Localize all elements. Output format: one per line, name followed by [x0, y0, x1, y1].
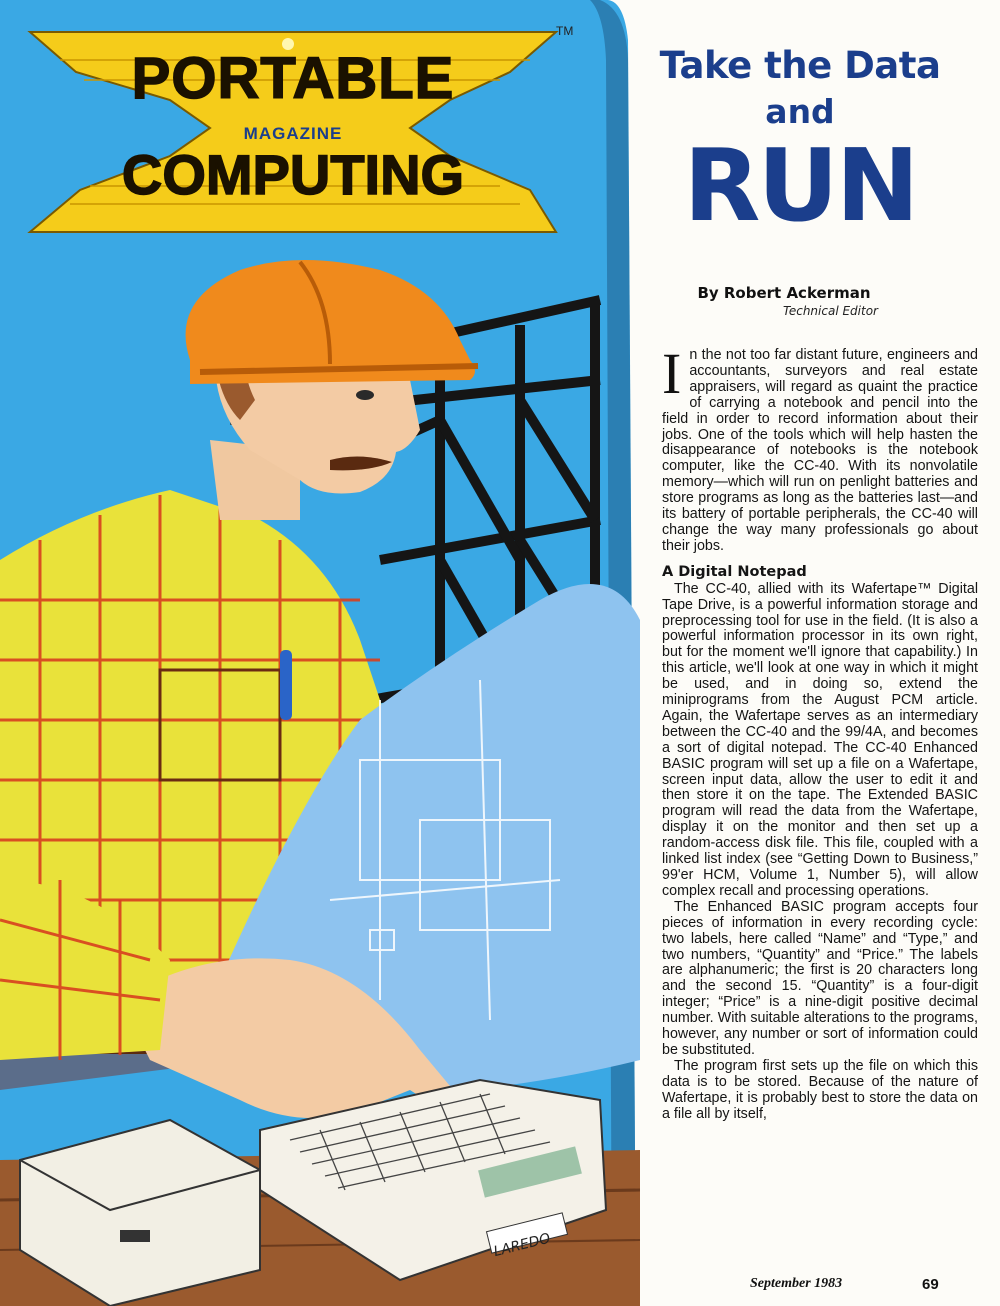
- logo-word-magazine: MAGAZINE: [243, 124, 343, 143]
- logo-word-portable: PORTABLE: [131, 46, 455, 111]
- logo-word-computing: COMPUTING: [121, 143, 465, 206]
- paragraph-2: The CC-40, allied with its Wafertape™ Digital Tape Drive, is a powerful information storage and preprocessing tool for use in the field. (It is also a powerful information processor in its own right, but for the moment we'll ignore that capability.) In this article, we'll look at one way in which it might be used, and in doing so, extend the miniprograms from the August PCM article. Again, the Wafertape serves as an intermediary between the CC-40 and the 99/4A, and becomes a sort of digital notepad. The CC-40 Enhanced BASIC program will set up a file on a Wafertape, screen input data, allow the user to edit it and then store it on the tape. The Extended BASIC program will read the data from the Wafertape, display it on the monitor and then set up a random-access disk file. This file, coupled with a linked list index (see “Getting Down to Business,” 99'er HCM, Volume 1, Number 5), will allow complex recall and processing operations.: [662, 580, 978, 899]
- eye: [356, 390, 374, 400]
- paragraph-1-text: n the not too far distant future, engineers and accountants, surveyors and real estate appraisers, will regard as quaint the practice of carrying a notebook and pencil into the field in order to record information about their jobs. One of the tools which will help hasten the disappearance of notebooks is the notebook computer, like the CC-40. With its nonvolatile memory—which will run on penlight batteries and store programs as long as the batteries last—and its battery of portable peripherals, the CC-40 will change the way many professionals go about their jobs.: [662, 347, 978, 554]
- pen: [280, 650, 292, 720]
- paragraph-1: [662, 341, 978, 555]
- paragraph-3: The Enhanced BASIC program accepts four pieces of information in every recording cycle: two labels, here called “Name” and “Type,” and two numbers, “Quantity” and “Price.” The labels are alphanumeric; the first is 20 characters long and the second 15. “Quantity” is a four-digit integer; “Price” is a nine-digit positive decimal number. With suitable alterations to the programs, however, any number or sort of information could be substituted.: [662, 898, 978, 1058]
- page-number: 69: [922, 1276, 939, 1293]
- drop-cap: I: [662, 341, 682, 406]
- author-role: Technical Editor: [783, 304, 878, 318]
- paragraph-4: The program first sets up the file on which this data is to be stored. Because of the nature of Wafertape, it is probably best to store the data on a file all by itself,: [662, 1057, 978, 1122]
- article-column: [640, 0, 1000, 1306]
- trademark-mark: TM: [556, 24, 574, 38]
- headline-line-2: and: [765, 92, 835, 131]
- headline-line-1: Take the Data: [659, 44, 941, 87]
- byline: By Robert Ackerman: [697, 284, 871, 302]
- folio-date: September 1983: [750, 1276, 843, 1291]
- subhead: A Digital Notepad: [662, 563, 807, 580]
- headline-line-3: RUN: [683, 127, 917, 244]
- artist-signature: LAREDO: [492, 1230, 552, 1261]
- article-body: [662, 341, 978, 1123]
